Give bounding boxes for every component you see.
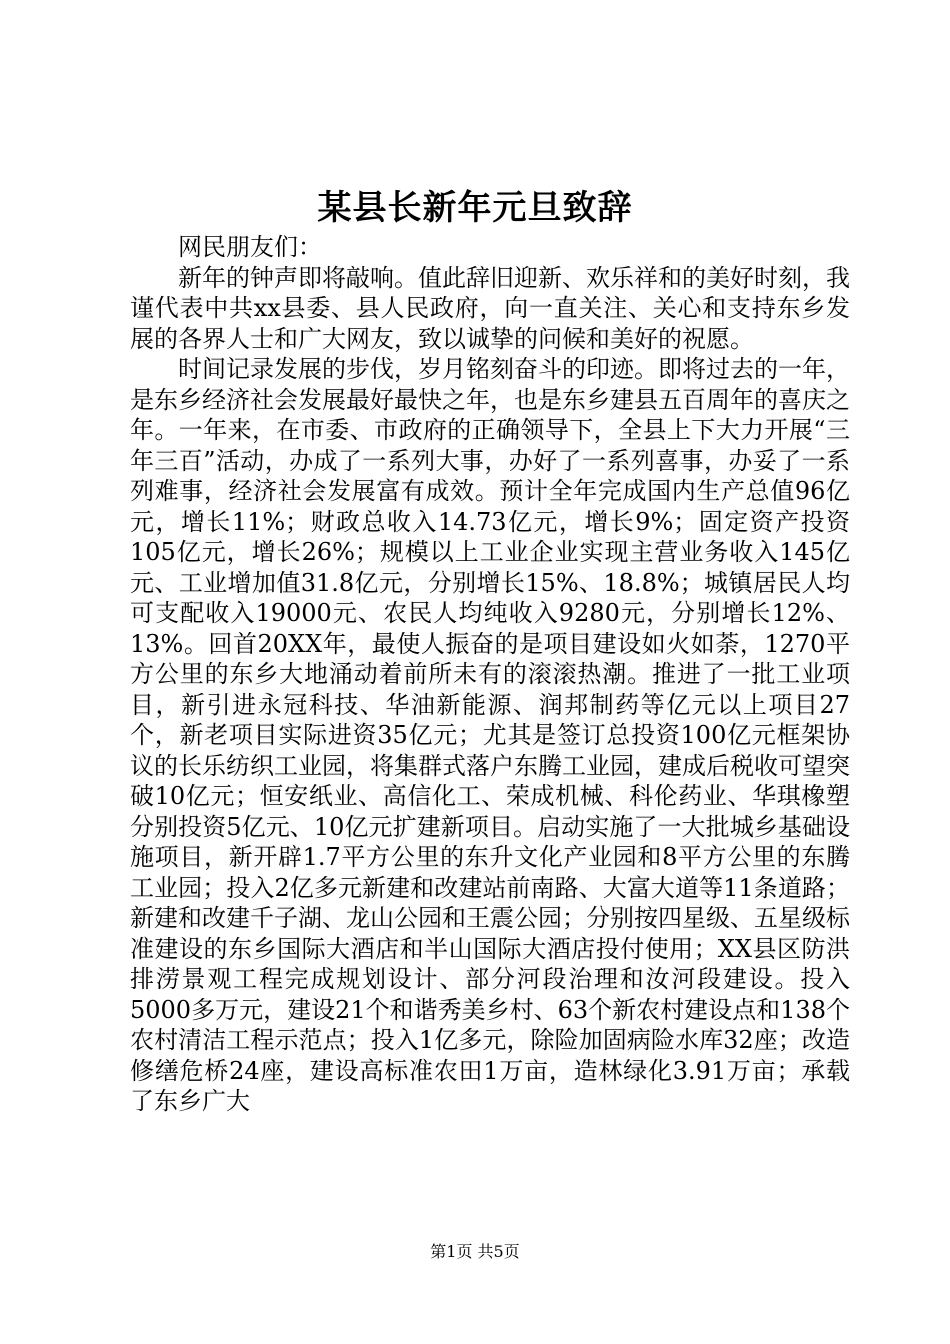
paragraph-greeting: 新年的钟声即将敲响。值此辞旧迎新、欢乐祥和的美好时刻，我谨代表中共xx县委、县人民政府，向一直关注、关心和支持东乡发展的各界人士和广大网友，致以诚挚的问候和美好的祝愿。: [130, 263, 850, 353]
document-title: 某县长新年元旦致辞: [317, 188, 633, 228]
document-body: [130, 232, 850, 1117]
paragraph-review: 时间记录发展的步伐，岁月铭刻奋斗的印迹。即将过去的一年，是东乡经济社会发展最好最快之年，也是东乡建县五百周年的喜庆之年。一年来，在市委、市政府的正确领导下，全县上下大力开展“三年三百”活动，办成了一系列大事，办好了一系列喜事，办妥了一系列难事，经济社会发展富有成效。预计全年完成国内生产总值96亿元，增长11%；财政总收入14.73亿元，增长9%；固定资产投资105亿元，增长26%；规模以上工业企业实现主营业务收入145亿元、工业增加值31.8亿元，分别增长15%、18.8%；城镇居民人均可支配收入19000元、农民人均纯收入9280元，分别增长12%、13%。回首20XX年，最使人振奋的是项目建设如火如荼，1270平方公里的东乡大地涌动着前所未有的滚滚热潮。推进了一批工业项目，新引进永冠科技、华油新能源、润邦制药等亿元以上项目27个，新老项目实际进资35亿元；尤其是签订总投资100亿元框架协议的长乐纺织工业园，将集群式落户东腾工业园，建成后税收可望突破10亿元；恒安纸业、高信化工、荣成机械、科伦药业、华琪橡塑分别投资5亿元、10亿元扩建新项目。启动实施了一大批城乡基础设施项目，新开辟1.7平方公里的东升文化产业园和8平方公里的东腾工业园；投入2亿多元新建和改建站前南路、大富大道等11条道路；新建和改建千子湖、龙山公园和王震公园；分别按四星级、五星级标准建设的东乡国际大酒店和半山国际大酒店投付使用；XX县区防洪排涝景观工程完成规划设计、部分河段治理和汝河段建设。投入5000多万元，建设21个和谐秀美乡村、63个新农村建设点和138个农村清洁工程示范点；投入1亿多元，除险加固病险水库32座；改造修缮危桥24座，建设高标准农田1万亩，造林绿化3.91万亩；承载了东乡广大: [130, 355, 850, 1115]
salutation: 网民朋友们：: [178, 233, 322, 261]
page-number-footer: 第1页 共5页: [430, 1242, 520, 1261]
